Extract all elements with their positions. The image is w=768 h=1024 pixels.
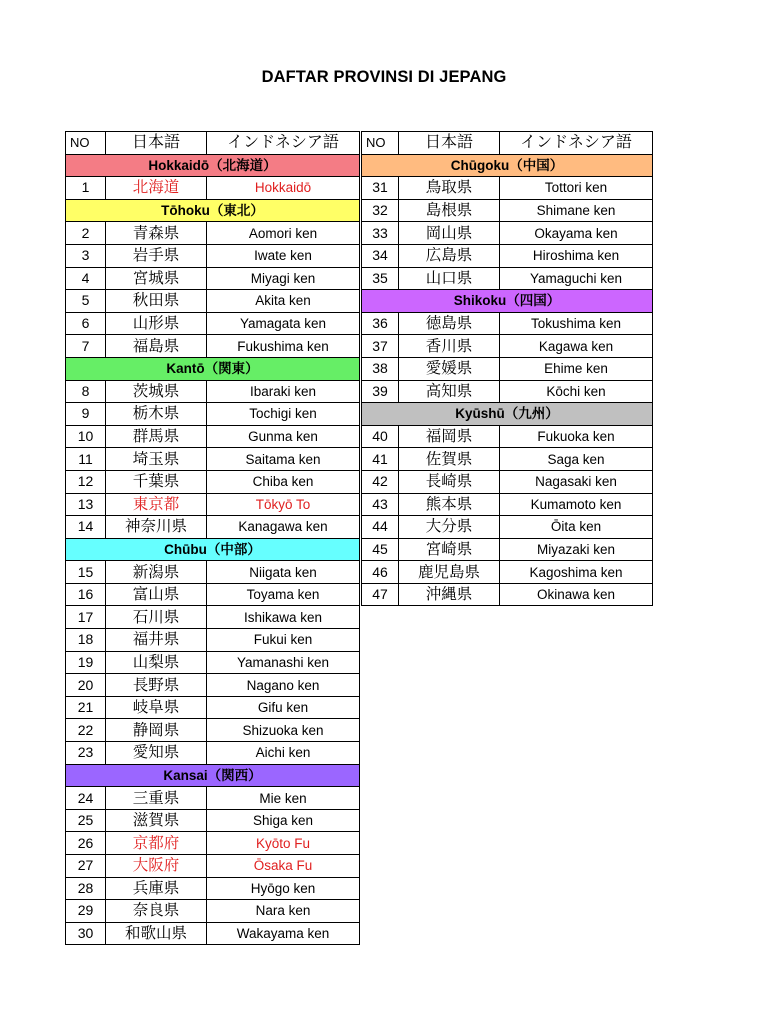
table-row: [66, 696, 360, 719]
province-name-indonesian: Chiba ken: [207, 470, 360, 493]
province-name-indonesian: Nagano ken: [207, 674, 360, 697]
province-name-japanese: 鹿児島県: [399, 561, 500, 584]
province-name-indonesian: Kyōto Fu: [207, 832, 360, 855]
province-name-indonesian: Niigata ken: [207, 561, 360, 584]
table-row: [66, 629, 360, 652]
table-row: [362, 448, 653, 471]
province-number: 17: [66, 606, 106, 629]
province-name-indonesian: Iwate ken: [207, 244, 360, 267]
province-name-indonesian: Saitama ken: [207, 448, 360, 471]
province-name-japanese: 青森県: [106, 222, 207, 245]
province-name-japanese: 埼玉県: [106, 448, 207, 471]
provinces-table-left: [65, 131, 360, 945]
table-row: [362, 425, 653, 448]
table-row: [66, 448, 360, 471]
region-header-row: [362, 403, 653, 426]
province-number: 22: [66, 719, 106, 742]
header-no: NO: [362, 132, 399, 155]
table-row: [66, 742, 360, 765]
province-number: 10: [66, 425, 106, 448]
province-number: 34: [362, 244, 399, 267]
province-name-indonesian: Shimane ken: [500, 199, 653, 222]
province-name-indonesian: Shizuoka ken: [207, 719, 360, 742]
province-number: 24: [66, 787, 106, 810]
province-name-indonesian: Aichi ken: [207, 742, 360, 765]
province-name-indonesian: Ishikawa ken: [207, 606, 360, 629]
province-number: 3: [66, 244, 106, 267]
province-number: 36: [362, 312, 399, 335]
table-row: [66, 222, 360, 245]
province-name-japanese: 岡山県: [399, 222, 500, 245]
province-number: 6: [66, 312, 106, 335]
province-number: 33: [362, 222, 399, 245]
table-row: [362, 470, 653, 493]
province-number: 45: [362, 538, 399, 561]
province-name-indonesian: Ōsaka Fu: [207, 855, 360, 878]
province-name-indonesian: Fukui ken: [207, 629, 360, 652]
header-no: NO: [66, 132, 106, 155]
provinces-table-right: [361, 131, 653, 606]
table-row: [66, 516, 360, 539]
province-number: 28: [66, 877, 106, 900]
province-name-japanese: 広島県: [399, 244, 500, 267]
table-row: [66, 425, 360, 448]
table-row: [66, 403, 360, 426]
province-name-indonesian: Hokkaidō: [207, 177, 360, 200]
province-number: 31: [362, 177, 399, 200]
province-name-indonesian: Ehime ken: [500, 357, 653, 380]
table-row: [66, 244, 360, 267]
province-number: 35: [362, 267, 399, 290]
province-number: 42: [362, 470, 399, 493]
province-number: 26: [66, 832, 106, 855]
table-row: [66, 470, 360, 493]
header-indonesian: インドネシア語: [207, 132, 360, 155]
table-row: [362, 561, 653, 584]
header-japanese: 日本語: [106, 132, 207, 155]
province-name-japanese: 大分県: [399, 516, 500, 539]
province-number: 19: [66, 651, 106, 674]
header-japanese: 日本語: [399, 132, 500, 155]
province-name-japanese: 山口県: [399, 267, 500, 290]
table-header-row: [362, 132, 653, 155]
province-name-japanese: 富山県: [106, 583, 207, 606]
province-name-indonesian: Aomori ken: [207, 222, 360, 245]
province-name-indonesian: Saga ken: [500, 448, 653, 471]
province-number: 13: [66, 493, 106, 516]
province-name-japanese: 大阪府: [106, 855, 207, 878]
province-name-japanese: 和歌山県: [106, 922, 207, 945]
province-name-indonesian: Kumamoto ken: [500, 493, 653, 516]
region-label: Chūgoku（中国）: [362, 154, 653, 177]
province-name-japanese: 熊本県: [399, 493, 500, 516]
province-name-japanese: 沖縄県: [399, 583, 500, 606]
table-row: [362, 267, 653, 290]
table-row: [66, 583, 360, 606]
province-name-indonesian: Yamagata ken: [207, 312, 360, 335]
province-number: 40: [362, 425, 399, 448]
province-name-japanese: 佐賀県: [399, 448, 500, 471]
table-row: [66, 922, 360, 945]
province-name-japanese: 福岡県: [399, 425, 500, 448]
province-name-japanese: 京都府: [106, 832, 207, 855]
province-name-japanese: 福井県: [106, 629, 207, 652]
province-number: 4: [66, 267, 106, 290]
table-row: [66, 787, 360, 810]
province-name-indonesian: Gifu ken: [207, 696, 360, 719]
province-name-japanese: 岩手県: [106, 244, 207, 267]
page-title: DAFTAR PROVINSI DI JEPANG: [261, 68, 507, 86]
province-name-indonesian: Ibaraki ken: [207, 380, 360, 403]
table-row: [66, 267, 360, 290]
province-number: 25: [66, 809, 106, 832]
region-label: Kantō（関東）: [66, 357, 360, 380]
region-label: Chūbu（中部）: [66, 538, 360, 561]
province-name-japanese: 千葉県: [106, 470, 207, 493]
province-name-japanese: 秋田県: [106, 290, 207, 313]
province-name-indonesian: Miyazaki ken: [500, 538, 653, 561]
province-number: 8: [66, 380, 106, 403]
province-name-japanese: 滋賀県: [106, 809, 207, 832]
region-label: Kyūshū（九州）: [362, 403, 653, 426]
table-row: [362, 493, 653, 516]
province-name-indonesian: Gunma ken: [207, 425, 360, 448]
table-row: [66, 877, 360, 900]
region-header-row: [66, 764, 360, 787]
region-header-row: [66, 538, 360, 561]
province-number: 9: [66, 403, 106, 426]
region-header-row: [362, 154, 653, 177]
province-name-japanese: 兵庫県: [106, 877, 207, 900]
province-name-indonesian: Shiga ken: [207, 809, 360, 832]
table-row: [362, 357, 653, 380]
province-name-japanese: 愛媛県: [399, 357, 500, 380]
region-label: Kansai（関西）: [66, 764, 360, 787]
province-number: 32: [362, 199, 399, 222]
table-row: [362, 583, 653, 606]
table-row: [66, 561, 360, 584]
province-name-japanese: 長崎県: [399, 470, 500, 493]
table-row: [66, 855, 360, 878]
province-name-japanese: 山梨県: [106, 651, 207, 674]
table-row: [66, 900, 360, 923]
region-header-row: [362, 290, 653, 313]
province-name-indonesian: Nara ken: [207, 900, 360, 923]
table-row: [66, 290, 360, 313]
province-number: 21: [66, 696, 106, 719]
province-name-indonesian: Kagoshima ken: [500, 561, 653, 584]
province-name-indonesian: Mie ken: [207, 787, 360, 810]
province-name-japanese: 新潟県: [106, 561, 207, 584]
table-row: [66, 832, 360, 855]
province-name-indonesian: Okayama ken: [500, 222, 653, 245]
table-row: [362, 538, 653, 561]
province-name-japanese: 宮崎県: [399, 538, 500, 561]
province-number: 5: [66, 290, 106, 313]
province-number: 29: [66, 900, 106, 923]
province-number: 47: [362, 583, 399, 606]
province-number: 18: [66, 629, 106, 652]
province-name-japanese: 香川県: [399, 335, 500, 358]
province-name-japanese: 福島県: [106, 335, 207, 358]
province-name-indonesian: Wakayama ken: [207, 922, 360, 945]
province-name-japanese: 徳島県: [399, 312, 500, 335]
province-number: 7: [66, 335, 106, 358]
province-name-japanese: 神奈川県: [106, 516, 207, 539]
province-name-indonesian: Miyagi ken: [207, 267, 360, 290]
province-number: 15: [66, 561, 106, 584]
province-name-indonesian: Tochigi ken: [207, 403, 360, 426]
table-row: [66, 493, 360, 516]
table-row: [66, 606, 360, 629]
table-row: [66, 312, 360, 335]
region-label: Shikoku（四国）: [362, 290, 653, 313]
table-row: [362, 222, 653, 245]
province-number: 39: [362, 380, 399, 403]
province-name-japanese: 奈良県: [106, 900, 207, 923]
province-name-japanese: 群馬県: [106, 425, 207, 448]
province-number: 20: [66, 674, 106, 697]
province-number: 11: [66, 448, 106, 471]
province-name-indonesian: Fukuoka ken: [500, 425, 653, 448]
table-row: [362, 312, 653, 335]
province-number: 16: [66, 583, 106, 606]
province-name-japanese: 愛知県: [106, 742, 207, 765]
province-number: 46: [362, 561, 399, 584]
province-name-indonesian: Tōkyō To: [207, 493, 360, 516]
province-number: 23: [66, 742, 106, 765]
region-label: Hokkaidō（北海道）: [66, 154, 360, 177]
province-name-indonesian: Yamaguchi ken: [500, 267, 653, 290]
table-row: [66, 809, 360, 832]
province-name-japanese: 高知県: [399, 380, 500, 403]
province-name-indonesian: Tottori ken: [500, 177, 653, 200]
table-row: [362, 335, 653, 358]
province-name-indonesian: Hyōgo ken: [207, 877, 360, 900]
province-name-indonesian: Kanagawa ken: [207, 516, 360, 539]
province-number: 14: [66, 516, 106, 539]
province-number: 37: [362, 335, 399, 358]
province-number: 44: [362, 516, 399, 539]
province-name-indonesian: Fukushima ken: [207, 335, 360, 358]
province-number: 12: [66, 470, 106, 493]
province-name-indonesian: Kagawa ken: [500, 335, 653, 358]
province-name-indonesian: Kōchi ken: [500, 380, 653, 403]
province-name-indonesian: Ōita ken: [500, 516, 653, 539]
region-header-row: [66, 154, 360, 177]
province-name-indonesian: Hiroshima ken: [500, 244, 653, 267]
region-header-row: [66, 199, 360, 222]
region-header-row: [66, 357, 360, 380]
province-name-japanese: 三重県: [106, 787, 207, 810]
table-row: [362, 199, 653, 222]
province-name-japanese: 岐阜県: [106, 696, 207, 719]
table-row: [362, 177, 653, 200]
province-name-japanese: 茨城県: [106, 380, 207, 403]
province-number: 41: [362, 448, 399, 471]
table-header-row: [66, 132, 360, 155]
table-row: [66, 380, 360, 403]
province-number: 2: [66, 222, 106, 245]
table-row: [362, 380, 653, 403]
province-name-indonesian: Toyama ken: [207, 583, 360, 606]
province-number: 38: [362, 357, 399, 380]
province-number: 30: [66, 922, 106, 945]
province-name-indonesian: Akita ken: [207, 290, 360, 313]
province-name-japanese: 山形県: [106, 312, 207, 335]
province-name-japanese: 栃木県: [106, 403, 207, 426]
region-label: Tōhoku（東北）: [66, 199, 360, 222]
province-name-japanese: 長野県: [106, 674, 207, 697]
province-number: 1: [66, 177, 106, 200]
province-number: 43: [362, 493, 399, 516]
province-name-japanese: 静岡県: [106, 719, 207, 742]
table-row: [66, 719, 360, 742]
province-name-japanese: 北海道: [106, 177, 207, 200]
header-indonesian: インドネシア語: [500, 132, 653, 155]
province-name-japanese: 宮城県: [106, 267, 207, 290]
table-row: [362, 244, 653, 267]
province-number: 27: [66, 855, 106, 878]
province-name-indonesian: Nagasaki ken: [500, 470, 653, 493]
province-name-japanese: 石川県: [106, 606, 207, 629]
province-name-japanese: 鳥取県: [399, 177, 500, 200]
province-name-japanese: 東京都: [106, 493, 207, 516]
table-row: [362, 516, 653, 539]
province-name-indonesian: Yamanashi ken: [207, 651, 360, 674]
table-row: [66, 335, 360, 358]
table-row: [66, 177, 360, 200]
table-row: [66, 651, 360, 674]
province-name-indonesian: Okinawa ken: [500, 583, 653, 606]
province-name-japanese: 島根県: [399, 199, 500, 222]
province-name-indonesian: Tokushima ken: [500, 312, 653, 335]
table-row: [66, 674, 360, 697]
